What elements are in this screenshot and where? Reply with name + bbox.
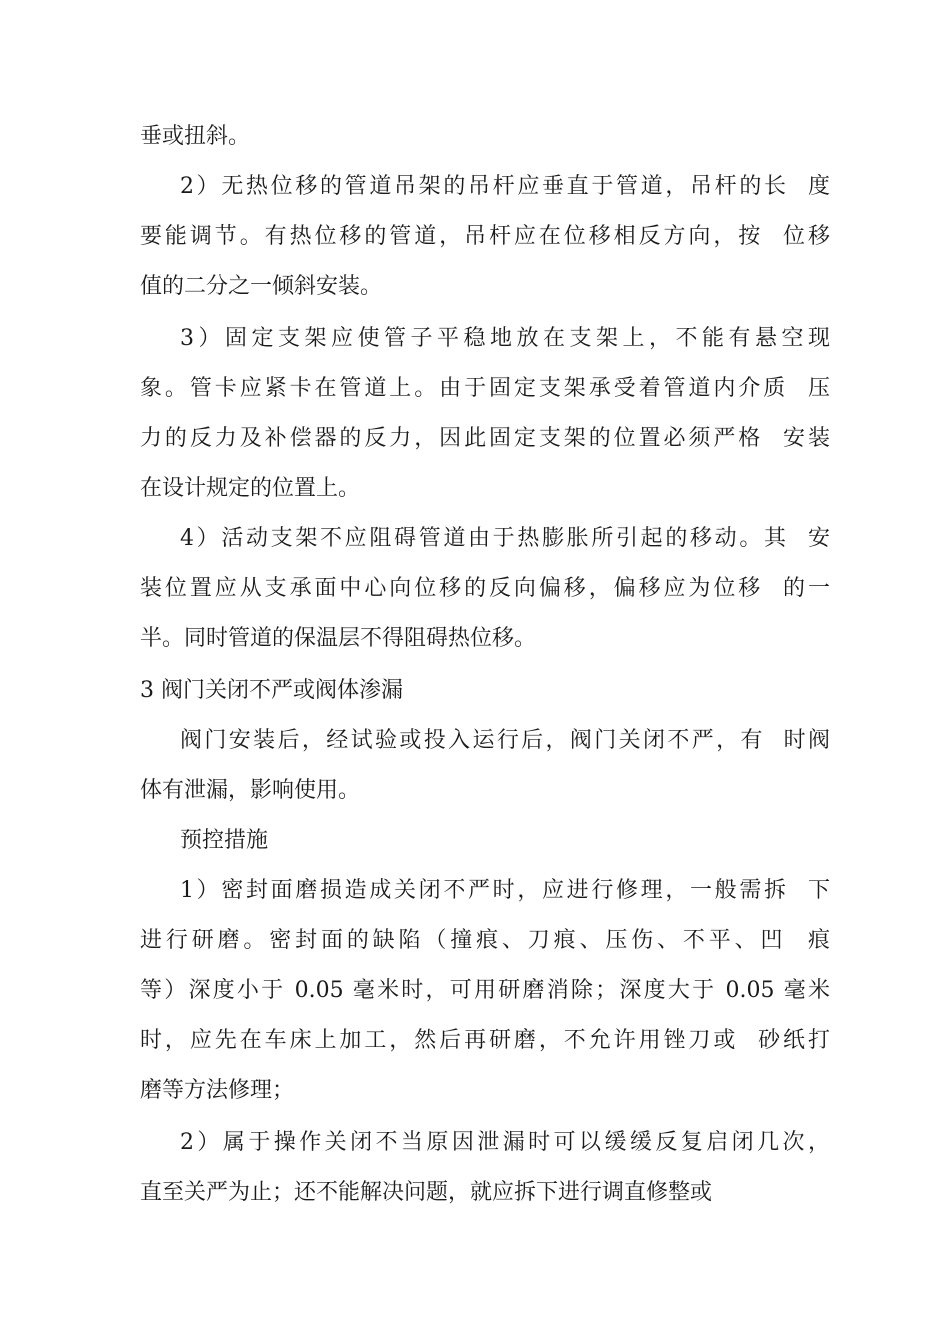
- text-line: 在设计规定的位置上。: [140, 476, 361, 501]
- text-line: 1）密封面磨损造成关闭不严时，应进行修理，一般需拆 下: [180, 878, 830, 903]
- text-line: 象。管卡应紧卡在管道上。由于固定支架承受着管道内介质 压: [140, 376, 830, 401]
- subheading: 预控措施: [180, 828, 269, 853]
- text-line: 2）无热位移的管道吊架的吊杆应垂直于管道，吊杆的长 度: [180, 174, 830, 199]
- text-line: 要能调节。有热位移的管道，吊杆应在位移相反方向，按 位移: [140, 224, 830, 249]
- text-line: 半。同时管道的保温层不得阻碍热位移。: [140, 626, 537, 651]
- text-line: 等）深度小于 0.05 毫米时，可用研磨消除；深度大于 0.05 毫米: [140, 978, 830, 1003]
- text-line: 阀门安装后，经试验或投入运行后，阀门关闭不严，有 时阀: [180, 728, 830, 753]
- text-line: 值的二分之一倾斜安装。: [140, 274, 383, 299]
- text-line: 2）属于操作关闭不当原因泄漏时可以缓缓反复启闭几次，: [180, 1130, 830, 1155]
- text-line: 4）活动支架不应阻碍管道由于热膨胀所引起的移动。其 安: [180, 526, 830, 551]
- text-line: 力的反力及补偿器的反力，因此固定支架的位置必须严格 安装: [140, 426, 830, 451]
- text-line: 时，应先在车床上加工，然后再研磨，不允许用锉刀或 砂纸打: [140, 1028, 830, 1053]
- text-line: 3）固定支架应使管子平稳地放在支架上，不能有悬空现: [180, 326, 830, 351]
- text-line: 体有泄漏，影响使用。: [140, 778, 361, 803]
- text-line: 垂或扭斜。: [140, 124, 251, 149]
- text-line: 磨等方法修理；: [140, 1078, 295, 1103]
- section-heading: 3 阀门关闭不严或阀体渗漏: [140, 678, 403, 703]
- text-line: 装位置应从支承面中心向位移的反向偏移，偏移应为位移 的一: [140, 576, 830, 601]
- text-line: 直至关严为止；还不能解决问题，就应拆下进行调直修整或: [140, 1180, 713, 1205]
- text-line: 进行研磨。密封面的缺陷（撞痕、刀痕、压伤、不平、凹 痕: [140, 928, 830, 953]
